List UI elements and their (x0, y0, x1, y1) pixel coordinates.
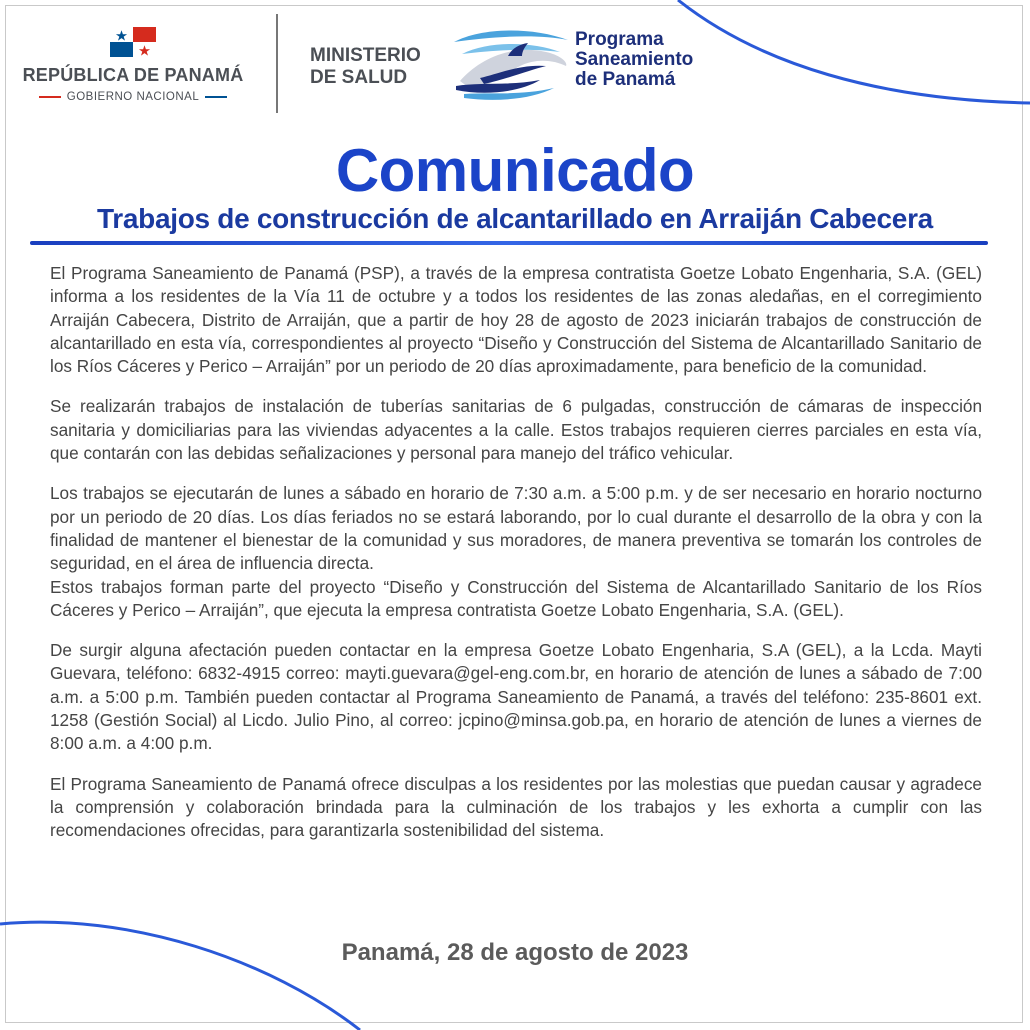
panama-flag-icon (110, 27, 156, 57)
program-line-3: de Panamá (575, 69, 676, 90)
program-line-1: Programa (575, 29, 664, 50)
header-divider (276, 14, 278, 113)
ministry-line-1: MINISTERIO (310, 45, 421, 66)
paragraph-contacts: De surgir alguna afectación pueden contactar en la empresa Goetze Lobato Engenharia, S.A (GEL), a la Lcda. Mayti Guevara, teléfono: 6832-4915 correo: mayti.guevara@gel-eng.com.br, en horario de atención de lunes a sábado de 7:00 a.m. a 5:00 p.m. También pueden contactar al Programa Saneamiento de Panamá, a través del teléfono: 235-8601 ext. 1258 (Gestión Social) al Licdo. Julio Pino, al correo: jcpino@minsa.gob.pa, en horario de atención de lunes a viernes de 8:00 a.m. a 4:00 p.m. (50, 640, 982, 754)
ministry-name (310, 45, 421, 89)
red-dash-decoration (39, 96, 61, 98)
paragraph-works: Se realizarán trabajos de instalación de tuberías sanitarias de 6 pulgadas, construcción de cámaras de inspección sanitaria y domiciliarias para las viviendas adyacentes a la calle. Estos trabajos requieren cierres parciales en esta vía, que contarán con las debidas señalizaciones y personal para manejo del tráfico vehicular. (50, 396, 982, 464)
page-subtitle: Trabajos de construcción de alcantarillado en Arraiján Cabecera (97, 203, 933, 234)
dolphin-logo-icon (450, 26, 575, 101)
paragraph-intro: El Programa Saneamiento de Panamá (PSP), a través de la empresa contratista Goetze Lobato Engenharia, S.A. (GEL) informa a los residentes de la Vía 11 de octubre y a todos los residentes de las zonas aledañas, en el corregimiento Arraiján Cabecera, Distrito de Arraiján, que a partir de hoy 28 de agosto de 2023 iniciarán trabajos de construcción de alcantarillado en esta vía, correspondientes al proyecto “Diseño y Construcción del Sistema de Alcantarillado Sanitario de los Ríos Cáceres y Perico – Arraiján” por un periodo de 20 días aproximadamente, para beneficio de la comunidad. (50, 263, 982, 377)
paragraph-project: Estos trabajos forman parte del proyecto “Diseño y Construcción del Sistema de Alcantarillado Sanitario de los Ríos Cáceres y Perico – Arraiján”, que ejecuta la empresa contratista Goetze Lobato Engenharia, S.A. (GEL). (50, 576, 982, 620)
page-title: Comunicado (335, 137, 695, 204)
communique-body (50, 262, 982, 860)
paragraph-schedule: Los trabajos se ejecutarán de lunes a sábado en horario de 7:30 a.m. a 5:00 p.m. y de ser necesario en horario nocturno por un periodo de 20 días. Los días feriados no se estará laborando, por lo cual durante el desarrollo de la obra y con la finalidad de mantener el bienestar de la comunidad y sus moradores, de manera preventiva se tomarán los controles de seguridad, en el área de influencia directa. (50, 483, 982, 574)
program-name (575, 30, 693, 90)
document-date: Panamá, 28 de agosto de 2023 (341, 939, 689, 966)
paragraph-apology: El Programa Saneamiento de Panamá ofrece disculpas a los residentes por las molestias que puedan causar y agradece la comprensión y colaboración brindada para la culminación de los trabajos y les exhorta a cumplir con las recomendaciones ofrecidas, para garantizarla sostenibilidad del sistema. (50, 773, 982, 841)
ministry-line-2: DE SALUD (310, 67, 408, 88)
blue-dash-decoration (205, 96, 227, 98)
government-text: GOBIERNO NACIONAL (66, 91, 200, 103)
program-line-2: Saneamiento (575, 49, 694, 70)
government-label (20, 91, 246, 103)
title-underline (30, 241, 988, 245)
republic-name: REPÚBLICA DE PANAMÁ (22, 65, 244, 85)
